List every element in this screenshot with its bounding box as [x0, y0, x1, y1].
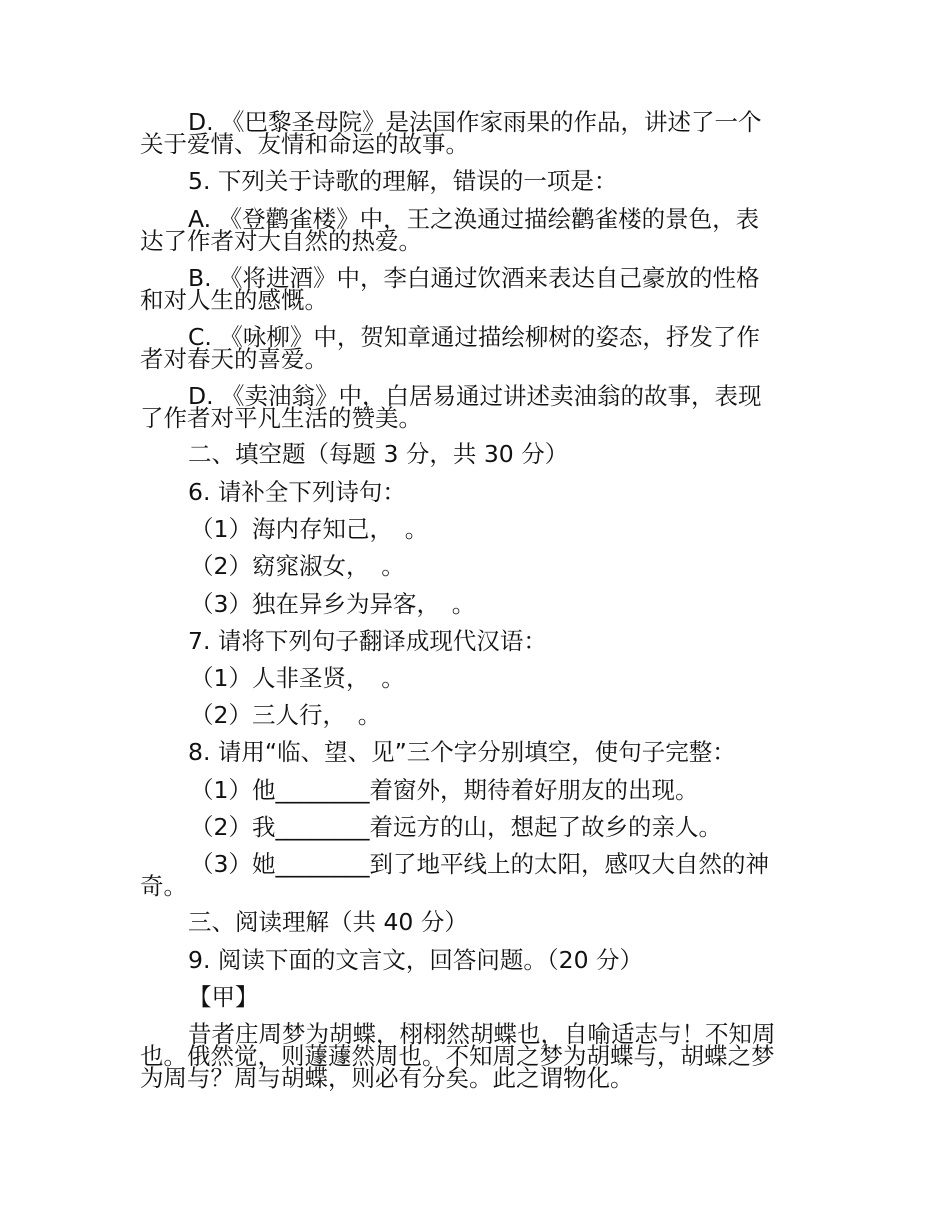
question-8-item-3-line-2: 奇。: [140, 872, 187, 900]
passage-label-jia: 【甲】: [188, 983, 259, 1011]
question-7-item-2: （2）三人行， 。: [190, 701, 382, 729]
question-6-item-1: （1）海内存知己， 。: [190, 515, 429, 543]
option-d2-line-2: 了作者对平凡生活的赞美。: [140, 404, 422, 432]
question-7-heading: 7. 请将下列句子翻译成现代汉语：: [188, 627, 547, 655]
passage-line-2: 也。俄然觉，则蘧蘧然周也。不知周之梦为胡蝶与，胡蝶之梦: [140, 1042, 775, 1070]
question-6-item-3: （3）独在异乡为异客， 。: [190, 590, 476, 618]
question-7-item-1: （1）人非圣贤， 。: [190, 664, 405, 692]
option-d-line-1: D. 《巴黎圣母院》是法国作家雨果的作品，讲述了一个: [188, 108, 762, 136]
option-a-line-1: A. 《登鹳雀楼》中，王之涣通过描绘鹳雀楼的景色，表: [188, 205, 760, 233]
question-6-item-2: （2）窈窕淑女， 。: [190, 552, 405, 580]
option-a-line-2: 达了作者对大自然的热爱。: [140, 227, 422, 255]
passage-line-3: 为周与？周与胡蝶，则必有分矣。此之谓物化。: [140, 1064, 634, 1092]
question-8-heading: 8. 请用“临、望、见”三个字分别填空，使句子完整：: [188, 738, 736, 766]
passage-line-1: 昔者庄周梦为胡蝶，栩栩然胡蝶也，自喻适志与！不知周: [188, 1020, 776, 1048]
question-9-heading: 9. 阅读下面的文言文，回答问题。（20 分）: [188, 946, 644, 974]
option-d-line-2: 关于爱情、友情和命运的故事。: [140, 130, 469, 158]
question-8-item-2: （2）我________着远方的山，想起了故乡的亲人。: [190, 813, 722, 841]
question-8-item-1: （1）他________着窗外，期待着好朋友的出现。: [190, 776, 699, 804]
option-d2-line-1: D. 《卖油翁》中，白居易通过讲述卖油翁的故事，表现: [188, 382, 762, 410]
section-2-heading: 二、填空题（每题 3 分，共 30 分）: [188, 440, 569, 468]
question-6-heading: 6. 请补全下列诗句：: [188, 478, 406, 506]
option-b-line-1: B. 《将进酒》中，李白通过饮酒来表达自己豪放的性格: [188, 264, 760, 292]
option-b-line-2: 和对人生的感慨。: [140, 286, 328, 314]
option-c-line-2: 者对春天的喜爱。: [140, 345, 328, 373]
question-8-item-3-line-1: （3）她________到了地平线上的太阳，感叹大自然的神: [190, 850, 769, 878]
option-c-line-1: C. 《咏柳》中，贺知章通过描绘柳树的姿态，抒发了作: [188, 323, 760, 351]
question-5-heading: 5. 下列关于诗歌的理解，错误的一项是：: [188, 167, 618, 195]
section-3-heading: 三、阅读理解（共 40 分）: [188, 908, 468, 936]
